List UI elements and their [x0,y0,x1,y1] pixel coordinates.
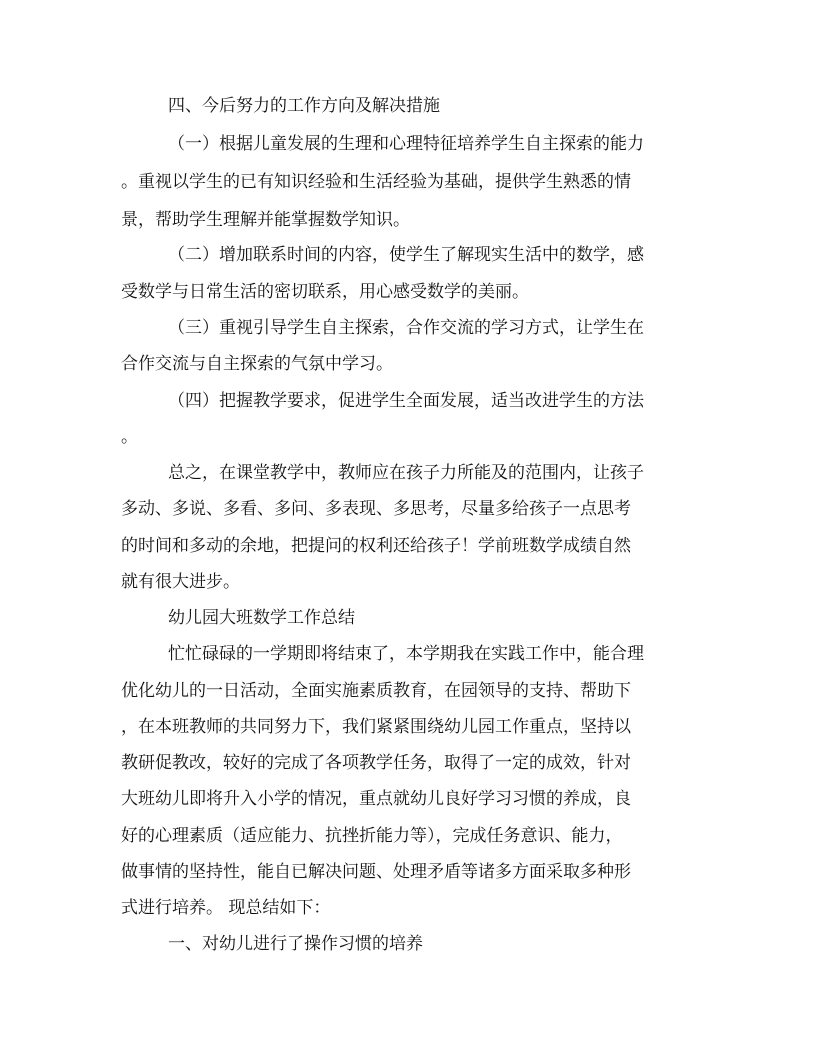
section-heading: 四、今后努力的工作方向及解决措施 [168,96,440,116]
document-title: 幼儿园大班数学工作总结 [168,608,355,628]
paragraph-line: 多动、多说、多看、多问、多表现、多思考，尽量多给孩子一点思考 [121,499,631,519]
paragraph-line: 合作交流与自主探索的气氛中学习。 [121,354,393,374]
paragraph-line: 做事情的坚持性，能自已解决问题、处理矛盾等诸多方面采取多种形 [121,862,631,882]
paragraph-line: （一）根据儿童发展的生理和心理特征培养学生自主探索的能力 [168,134,644,154]
paragraph-line: 教研促教改，较好的完成了各项教学任务，取得了一定的成效，针对 [121,753,631,773]
section-heading: 一、对幼儿进行了操作习惯的培养 [168,934,423,954]
paragraph-line: 优化幼儿的一日活动，全面实施素质教育，在园领导的支持、帮助下 [121,681,631,701]
paragraph-line: 忙忙碌碌的一学期即将结束了，本学期我在实践工作中，能合理 [168,644,644,664]
paragraph-line: （四）把握教学要求，促进学生全面发展，适当改进学生的方法 [168,391,644,411]
paragraph-line: （二）增加联系时间的内容，使学生了解现实生活中的数学，感 [168,245,644,265]
paragraph-line: 景，帮助学生理解并能掌握数学知识。 [121,210,410,230]
paragraph-line: 。重视以学生的已有知识经验和生活经验为基础，提供学生熟悉的情 [121,172,631,192]
paragraph-line: 。 [121,427,138,447]
paragraph-line: ，在本班教师的共同努力下，我们紧紧围绕幼儿园工作重点，坚持以 [121,717,631,737]
paragraph-line: 好的心理素质（适应能力、抗挫折能力等），完成任务意识、能力， [121,826,623,846]
paragraph-line: 总之，在课堂教学中，教师应在孩子力所能及的范围内，让孩子 [168,463,644,483]
paragraph-line: 的时间和多动的余地，把提问的权利还给孩子！学前班数学成绩自然 [121,536,631,556]
paragraph-line: 大班幼儿即将升入小学的情况，重点就幼儿良好学习习惯的养成，良 [121,789,631,809]
paragraph-line: （三）重视引导学生自主探索，合作交流的学习方式，让学生在 [168,318,644,338]
paragraph-line: 式进行培养。 现总结如下： [121,898,331,918]
paragraph-line: 就有很大进步。 [121,572,240,592]
paragraph-line: 受数学与日常生活的密切联系，用心感受数学的美丽。 [121,282,529,302]
